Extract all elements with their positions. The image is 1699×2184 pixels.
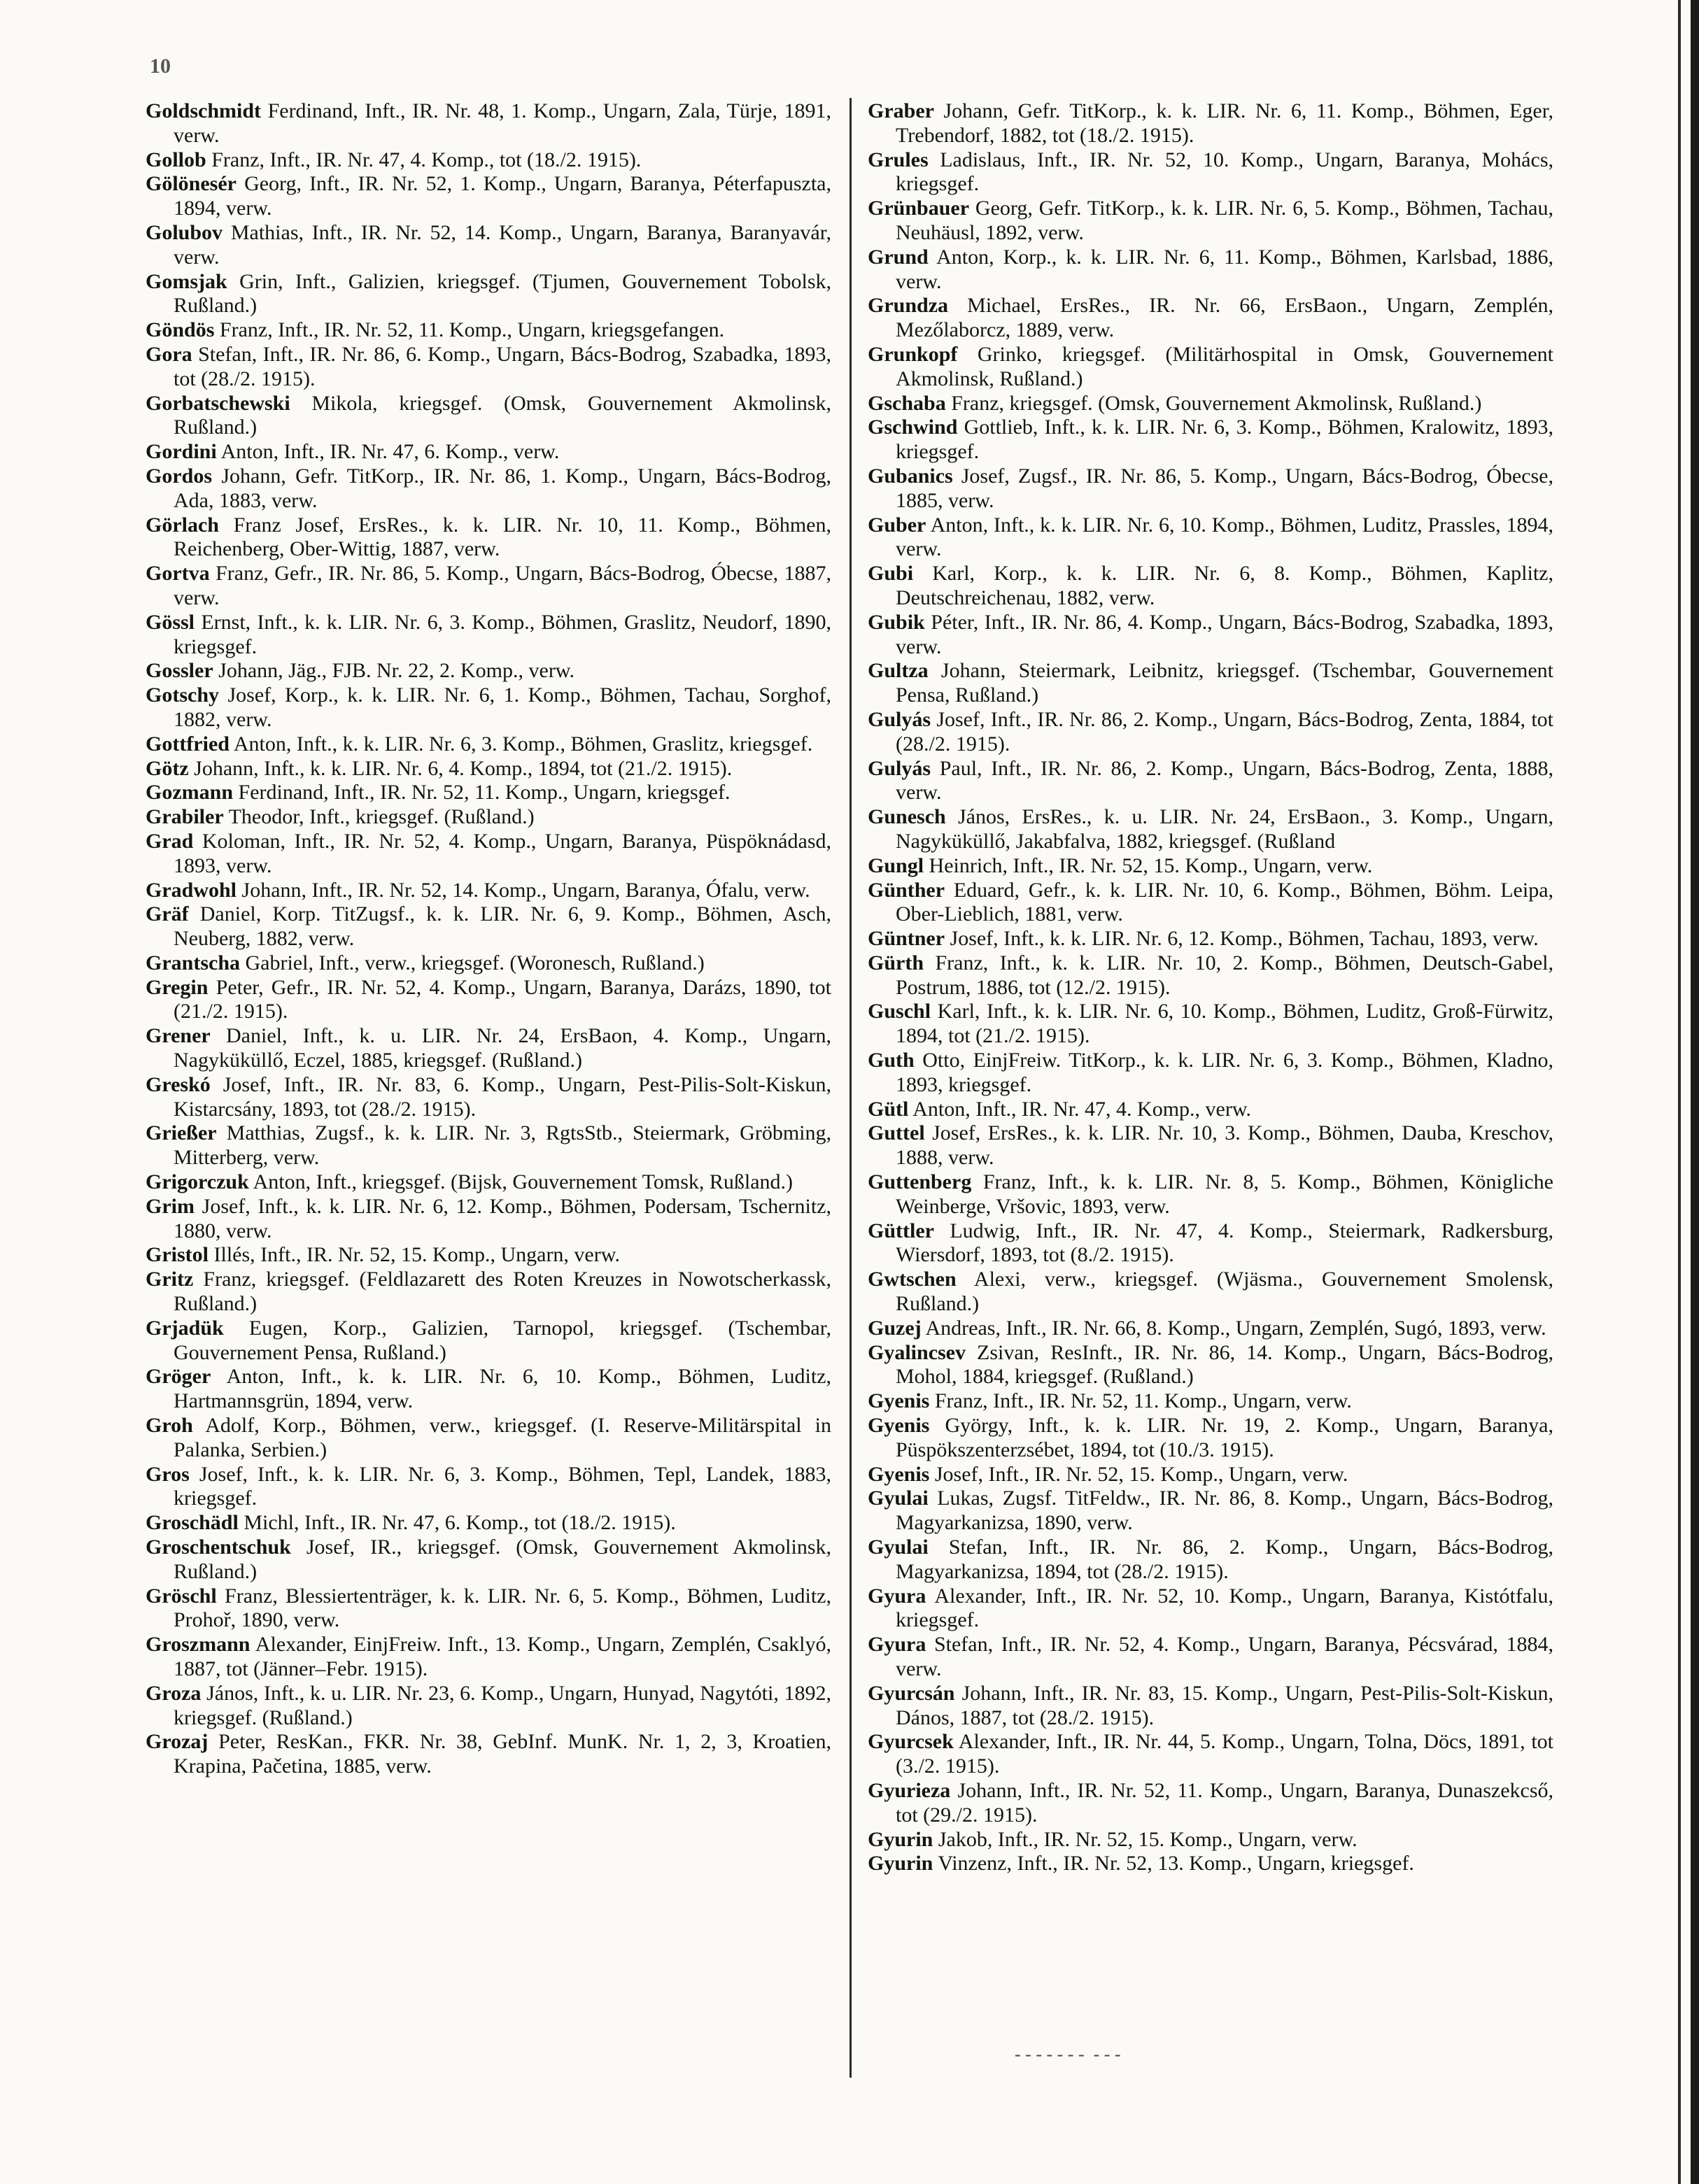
entry-surname: Gyura [868, 1633, 926, 1657]
entry-details: Georg, Inft., IR. Nr. 52, 1. Komp., Ungarn, Baranya, Péterfapuszta, 1894, verw. [174, 172, 831, 220]
entry-surname: Gossler [146, 659, 213, 683]
entry-surname: Grund [868, 245, 929, 269]
left-column [146, 99, 831, 1779]
footer-ornament: - - - - - - - - - - [1015, 2044, 1121, 2064]
entry-details: Franz Josef, ErsRes., k. k. LIR. Nr. 10, 11. Komp., Böhmen, Reichenberg, Ober-Wittig, 1887, verw. [174, 513, 831, 561]
entry-surname: Gulyás [868, 756, 931, 780]
entry-surname: Graber [868, 99, 934, 122]
entry-surname: Guzej [868, 1316, 922, 1340]
roster-entry [146, 318, 831, 343]
entry-details: Franz, Inft., IR. Nr. 47, 4. Komp., tot (18./2. 1915). [211, 148, 642, 171]
roster-entry [868, 1317, 1553, 1341]
roster-entry [868, 708, 1553, 757]
roster-entry [146, 879, 831, 903]
entry-surname: Gunesch [868, 805, 946, 829]
entry-details: Johann, Gefr. TitKorp., IR. Nr. 86, 1. Komp., Ungarn, Bács-Bodrog, Ada, 1883, verw. [174, 464, 831, 512]
entry-details: Stefan, Inft., IR. Nr. 86, 2. Komp., Ungarn, Bács-Bodrog, Magyarkanizsa, 1894, tot (28./2. 1915). [896, 1536, 1554, 1583]
roster-entry [868, 1121, 1553, 1170]
roster-entry [868, 294, 1553, 343]
roster-entry [868, 1414, 1553, 1463]
roster-entry [868, 1389, 1553, 1414]
entry-surname: Gütl [868, 1097, 909, 1121]
roster-entry [146, 659, 831, 683]
roster-entry [868, 757, 1553, 806]
entry-surname: Grunkopf [868, 342, 958, 366]
entry-surname: Gyalincsev [868, 1340, 966, 1364]
scan-edge [1691, 0, 1699, 2184]
entry-surname: Gyurcsán [868, 1681, 955, 1705]
roster-entry [146, 1584, 831, 1633]
entry-details: Koloman, Inft., IR. Nr. 52, 4. Komp., Ungarn, Baranya, Püspöknádasd, 1893, verw. [174, 829, 831, 877]
entry-details: Michael, ErsRes., IR. Nr. 66, ErsBaon., Ungarn, Zemplén, Mezőlaborcz, 1889, verw. [896, 294, 1554, 342]
roster-entry [146, 465, 831, 513]
entry-details: Josef, Korp., k. k. LIR. Nr. 6, 1. Komp., Böhmen, Tachau, Sorghof, 1882, verw. [174, 683, 831, 731]
entry-details: Stefan, Inft., IR. Nr. 52, 4. Komp., Ungarn, Baranya, Pécsvárad, 1884, verw. [896, 1633, 1554, 1680]
roster-entry [868, 927, 1553, 951]
entry-surname: Gyurcsek [868, 1730, 954, 1754]
entry-details: Franz, kriegsgef. (Omsk, Gouvernement Akmolinsk, Rußland.) [951, 391, 1482, 415]
roster-entry [146, 562, 831, 611]
roster-entry [146, 1195, 831, 1244]
entry-details: Matthias, Zugsf., k. k. LIR. Nr. 3, RgtsStb., Steiermark, Gröbming, Mitterberg, verw. [174, 1121, 832, 1170]
entry-details: Ferdinand, Inft., IR. Nr. 52, 11. Komp., Ungarn, kriegsgef. [238, 781, 731, 804]
entry-details: Illés, Inft., IR. Nr. 52, 15. Komp., Ungarn, verw. [213, 1243, 620, 1267]
roster-entry [868, 1828, 1553, 1852]
scan-edge-line [1678, 0, 1681, 2184]
entry-surname: Groza [146, 1681, 202, 1705]
entry-details: Ferdinand, Inft., IR. Nr. 48, 1. Komp., Ungarn, Zala, Türje, 1891, verw. [174, 99, 831, 147]
roster-entry [146, 1317, 831, 1366]
roster-entry [868, 1779, 1553, 1828]
entry-surname: Gorbatschewski [146, 391, 290, 415]
entry-details: Péter, Inft., IR. Nr. 86, 4. Komp., Ungarn, Bács-Bodrog, Szabadka, 1893, verw. [896, 610, 1553, 658]
roster-entry [868, 1487, 1553, 1536]
entry-surname: Gortva [146, 562, 210, 586]
entry-surname: Gössl [146, 610, 195, 634]
roster-entry [146, 1024, 831, 1073]
entry-surname: Gottfried [146, 732, 230, 756]
roster-entry [868, 951, 1553, 1000]
entry-details: Anton, Inft., kriegsgef. (Bijsk, Gouvernement Tomsk, Rußland.) [253, 1170, 794, 1194]
entry-details: Johann, Inft., k. k. LIR. Nr. 6, 4. Komp., 1894, tot (21./2. 1915). [194, 756, 733, 780]
roster-entry [868, 1633, 1553, 1682]
entry-details: Jakob, Inft., IR. Nr. 52, 15. Komp., Ungarn, verw. [938, 1827, 1358, 1851]
entry-details: Alexander, EinjFreiw. Inft., 13. Komp., Ungarn, Zemplén, Csaklyó, 1887, tot (Jänner–Febr. 1915). [174, 1633, 831, 1680]
roster-entry [868, 1170, 1553, 1219]
entry-details: Franz, Blessiertenträger, k. k. LIR. Nr. 6, 5. Komp., Böhmen, Luditz, Prohoř, 1890, verw. [174, 1584, 832, 1632]
entry-details: Anton, Inft., k. k. LIR. Nr. 6, 3. Komp., Böhmen, Graslitz, kriegsgef. [233, 732, 813, 756]
entry-surname: Gordini [146, 440, 217, 464]
entry-surname: Goldschmidt [146, 99, 262, 122]
entry-details: Anton, Korp., k. k. LIR. Nr. 6, 11. Komp., Böhmen, Karlsbad, 1886, verw. [896, 245, 1553, 293]
entry-surname: Grjadük [146, 1316, 224, 1340]
roster-entry [868, 416, 1553, 465]
entry-details: Grinko, kriegsgef. (Militärhospital in Omsk, Gouvernement Akmolinsk, Rußland.) [896, 342, 1553, 390]
roster-entry [146, 343, 831, 392]
entry-surname: Grünbauer [868, 197, 970, 220]
entry-surname: Görlach [146, 513, 219, 537]
entry-details: Stefan, Inft., IR. Nr. 86, 6. Komp., Ungarn, Bács-Bodrog, Szabadka, 1893, tot (28./2. 1915). [174, 342, 832, 390]
entry-details: Vinzenz, Inft., IR. Nr. 52, 13. Komp., Ungarn, kriegsgef. [938, 1852, 1414, 1875]
roster-entry [146, 611, 831, 660]
entry-details: Johann, Gefr. TitKorp., k. k. LIR. Nr. 6, 11. Komp., Böhmen, Eger, Trebendorf, 1882, tot (18./2. 1915). [896, 99, 1553, 147]
roster-entry [146, 976, 831, 1025]
roster-entry [146, 1170, 831, 1195]
entry-surname: Gritz [146, 1268, 194, 1291]
entry-surname: Gotschy [146, 683, 219, 707]
roster-entry [868, 1730, 1553, 1779]
entry-surname: Gulyás [868, 707, 931, 731]
entry-details: János, ErsRes., k. u. LIR. Nr. 24, ErsBaon., 3. Komp., Ungarn, Nagyküküllő, Jakabfalva, 1882, kriegsgef. (Rußland [896, 805, 1553, 853]
entry-surname: Gultza [868, 659, 929, 683]
roster-entry [146, 830, 831, 879]
entry-surname: Gubi [868, 562, 914, 586]
entry-details: Josef, Zugsf., IR. Nr. 86, 5. Komp., Ungarn, Bács-Bodrog, Óbecse, 1885, verw. [896, 464, 1553, 512]
roster-entry [868, 1463, 1553, 1487]
roster-entry [146, 1073, 831, 1122]
roster-entry [868, 1584, 1553, 1633]
entry-details: Otto, EinjFreiw. TitKorp., k. k. LIR. Nr. 6, 3. Komp., Böhmen, Kladno, 1893, kriegsgef. [896, 1049, 1553, 1096]
entry-details: Josef, Inft., IR. Nr. 86, 2. Komp., Ungarn, Bács-Bodrog, Zenta, 1884, tot (28./2. 1915). [896, 707, 1553, 756]
entry-details: Alexander, Inft., IR. Nr. 52, 10. Komp., Ungarn, Baranya, Kistótfalu, kriegsgef. [896, 1584, 1553, 1632]
entry-details: Michl, Inft., IR. Nr. 47, 6. Komp., tot (18./2. 1915). [244, 1511, 676, 1535]
entry-surname: Gregin [146, 975, 209, 999]
entry-surname: Gomsjak [146, 269, 227, 293]
entry-surname: Gölönesér [146, 172, 237, 196]
entry-details: Alexander, Inft., IR. Nr. 44, 5. Komp., Ungarn, Tolna, Döcs, 1891, tot (3./2. 1915). [896, 1730, 1553, 1778]
entry-surname: Gschaba [868, 391, 946, 415]
roster-entry [146, 1633, 831, 1682]
roster-entry [146, 1682, 831, 1731]
entry-surname: Gozmann [146, 781, 234, 804]
entry-details: Ludwig, Inft., IR. Nr. 47, 4. Komp., Steiermark, Radkersburg, Wiersdorf, 1893, tot (8./2. 1915). [896, 1219, 1553, 1267]
entry-surname: Greskó [146, 1072, 211, 1096]
roster-entry [146, 270, 831, 319]
roster-entry [868, 805, 1553, 854]
roster-entry [868, 1682, 1553, 1731]
entry-details: János, Inft., k. u. LIR. Nr. 23, 6. Komp., Ungarn, Hunyad, Nagytóti, 1892, kriegsgef. (Rußland.) [174, 1681, 832, 1729]
entry-details: Franz, Gefr., IR. Nr. 86, 5. Komp., Ungarn, Bács-Bodrog, Óbecse, 1887, verw. [174, 562, 831, 609]
entry-surname: Golubov [146, 220, 223, 244]
roster-entry [146, 1121, 831, 1170]
roster-entry [146, 1730, 831, 1779]
entry-surname: Gora [146, 342, 192, 366]
roster-entry [868, 1049, 1553, 1098]
entry-surname: Gräf [146, 902, 189, 926]
entry-surname: Götz [146, 756, 189, 780]
roster-entry [868, 148, 1553, 197]
roster-entry [146, 1365, 831, 1414]
entry-details: Lukas, Zugsf. TitFeldw., IR. Nr. 86, 8. Komp., Ungarn, Bács-Bodrog, Magyarkanizsa, 1890, verw. [896, 1487, 1553, 1535]
roster-entry [146, 148, 831, 173]
entry-surname: Gubanics [868, 464, 953, 488]
roster-entry [868, 1852, 1553, 1876]
entry-surname: Gradwohl [146, 878, 237, 902]
entry-surname: Gyura [868, 1584, 926, 1608]
entry-details: Anton, Inft., k. k. LIR. Nr. 6, 10. Komp., Böhmen, Luditz, Hartmannsgrün, 1894, verw. [174, 1365, 831, 1413]
entry-details: Peter, Gefr., IR. Nr. 52, 4. Komp., Ungarn, Baranya, Darázs, 1890, tot (21./2. 1915). [174, 975, 831, 1023]
roster-entry [868, 197, 1553, 246]
entry-surname: Gubik [868, 610, 925, 634]
entry-surname: Grim [146, 1194, 195, 1218]
entry-details: Eugen, Korp., Galizien, Tarnopol, kriegsgef. (Tschembar, Gouvernement Pensa, Rußland.) [174, 1316, 832, 1364]
roster-entry [146, 902, 831, 951]
entry-details: Mathias, Inft., IR. Nr. 52, 14. Komp., Ungarn, Baranya, Baranyavár, verw. [174, 220, 832, 269]
entry-surname: Groh [146, 1414, 193, 1438]
entry-details: Heinrich, Inft., IR. Nr. 52, 15. Komp., Ungarn, verw. [929, 853, 1373, 877]
entry-details: Ladislaus, Inft., IR. Nr. 52, 10. Komp., Ungarn, Baranya, Mohács, kriegsgef. [896, 148, 1553, 196]
entry-surname: Guttel [868, 1121, 925, 1145]
entry-surname: Gyulai [868, 1536, 929, 1559]
entry-surname: Gyenis [868, 1414, 930, 1438]
roster-entry [146, 805, 831, 830]
entry-details: Alexi, verw., kriegsgef. (Wjäsma., Gouvernement Smolensk, Rußland.) [896, 1268, 1553, 1316]
entry-details: Gabriel, Inft., verw., kriegsgef. (Woronesch, Rußland.) [245, 951, 705, 974]
entry-surname: Gschwind [868, 416, 958, 439]
roster-entry [146, 1511, 831, 1536]
entry-details: Franz, Inft., IR. Nr. 52, 11. Komp., Ungarn, kriegsgefangen. [219, 318, 725, 342]
entry-details: Josef, Inft., IR. Nr. 83, 6. Komp., Ungarn, Pest-Pilis-Solt-Kiskun, Kistarcsány, 1893, tot (28./2. 1915). [174, 1072, 831, 1121]
roster-entry [868, 99, 1553, 148]
entry-details: Johann, Inft., IR. Nr. 52, 14. Komp., Ungarn, Baranya, Ófalu, verw. [241, 878, 810, 902]
entry-details: Josef, IR., kriegsgef. (Omsk, Gouvernement Akmolinsk, Rußland.) [174, 1536, 831, 1583]
roster-entry [146, 99, 831, 148]
entry-details: Karl, Korp., k. k. LIR. Nr. 6, 8. Komp., Böhmen, Kaplitz, Deutschreichenau, 1882, verw. [896, 562, 1553, 609]
entry-details: Ernst, Inft., k. k. LIR. Nr. 6, 3. Komp., Böhmen, Graslitz, Neudorf, 1890, kriegsgef. [174, 610, 832, 658]
entry-details: Franz, kriegsgef. (Feldlazarett des Roten Kreuzes in Nowotscherkassk, Rußland.) [174, 1268, 831, 1316]
entry-surname: Grießer [146, 1121, 217, 1145]
entry-details: Andreas, Inft., IR. Nr. 66, 8. Komp., Ungarn, Zemplén, Sugó, 1893, verw. [925, 1316, 1546, 1340]
entry-details: Josef, Inft., IR. Nr. 52, 15. Komp., Ungarn, verw. [934, 1462, 1348, 1486]
entry-details: Theodor, Inft., kriegsgef. (Rußland.) [228, 805, 535, 829]
entry-surname: Grigorczuk [146, 1170, 249, 1194]
entry-details: Peter, ResKan., FKR. Nr. 38, GebInf. MunK. Nr. 1, 2, 3, Kroatien, Krapina, Pačetina, 1885, verw. [174, 1730, 831, 1778]
entry-surname: Gungl [868, 853, 924, 877]
roster-entry [868, 659, 1553, 708]
entry-details: Josef, Inft., k. k. LIR. Nr. 6, 12. Komp., Böhmen, Podersam, Tschernitz, 1880, verw. [174, 1194, 832, 1242]
roster-entry [146, 757, 831, 781]
roster-entry [868, 246, 1553, 295]
entry-surname: Gyulai [868, 1487, 929, 1510]
roster-entry [868, 879, 1553, 928]
roster-entry [868, 1219, 1553, 1268]
roster-entry [146, 1536, 831, 1584]
roster-entry [868, 1000, 1553, 1049]
entry-details: Anton, Inft., IR. Nr. 47, 6. Komp., verw. [220, 440, 560, 464]
entry-details: Johann, Steiermark, Leibnitz, kriegsgef. (Tschembar, Gouvernement Pensa, Rußland.) [896, 659, 1553, 707]
right-column [868, 99, 1553, 1876]
entry-details: Josef, Inft., k. k. LIR. Nr. 6, 12. Komp., Böhmen, Tachau, 1893, verw. [950, 927, 1539, 951]
roster-entry [146, 392, 831, 441]
entry-surname: Gyurieza [868, 1778, 951, 1802]
roster-entry [868, 854, 1553, 879]
roster-entry [868, 343, 1553, 392]
entry-details: Franz, Inft., k. k. LIR. Nr. 10, 2. Komp., Böhmen, Deutsch-Gabel, Postrum, 1886, tot (12./2. 1915). [896, 951, 1553, 999]
entry-surname: Gyurin [868, 1852, 933, 1875]
entry-surname: Guschl [868, 1000, 931, 1023]
entry-details: Daniel, Inft., k. u. LIR. Nr. 24, ErsBaon, 4. Komp., Ungarn, Nagyküküllő, Eczel, 1885, kriegsgef. (Rußland.) [174, 1024, 831, 1072]
entry-surname: Gristol [146, 1243, 209, 1267]
roster-entry [868, 611, 1553, 660]
entry-details: Adolf, Korp., Böhmen, verw., kriegsgef. (I. Reserve-Militärspital in Palanka, Serbien.) [174, 1414, 831, 1461]
roster-entry [146, 781, 831, 805]
roster-entry [868, 1098, 1553, 1122]
entry-surname: Grener [146, 1024, 211, 1048]
entry-surname: Gollob [146, 148, 206, 171]
entry-surname: Göndös [146, 318, 215, 342]
roster-entry [868, 1341, 1553, 1390]
roster-entry [868, 1268, 1553, 1317]
roster-entry [146, 172, 831, 221]
roster-entry [146, 732, 831, 757]
entry-surname: Guber [868, 513, 926, 537]
entry-surname: Groschentschuk [146, 1536, 291, 1559]
entry-surname: Grules [868, 148, 929, 171]
roster-entry [146, 683, 831, 732]
roster-entry [868, 1536, 1553, 1584]
entry-surname: Güttler [868, 1219, 934, 1242]
roster-entry [146, 1268, 831, 1317]
entry-surname: Grabiler [146, 805, 224, 829]
entry-surname: Gyenis [868, 1462, 930, 1486]
entry-surname: Grozaj [146, 1730, 209, 1754]
entry-surname: Gürth [868, 951, 924, 974]
entry-surname: Günther [868, 878, 945, 902]
entry-details: Franz, Inft., IR. Nr. 52, 11. Komp., Ungarn, verw. [934, 1389, 1352, 1413]
entry-surname: Groszmann [146, 1633, 251, 1657]
entry-details: Georg, Gefr. TitKorp., k. k. LIR. Nr. 6, 5. Komp., Böhmen, Tachau, Neuhäusl, 1892, verw. [896, 197, 1553, 244]
entry-surname: Güntner [868, 927, 945, 951]
column-divider [850, 98, 852, 2078]
entry-details: Franz, Inft., k. k. LIR. Nr. 8, 5. Komp., Böhmen, Königliche Weinberge, Vršovic, 1893, verw. [896, 1170, 1553, 1218]
entry-surname: Groschädl [146, 1511, 239, 1535]
entry-details: Josef, ErsRes., k. k. LIR. Nr. 10, 3. Komp., Böhmen, Dauba, Kreschov, 1888, verw. [896, 1121, 1553, 1170]
roster-entry [146, 513, 831, 562]
roster-entry [146, 440, 831, 465]
entry-surname: Gyurin [868, 1827, 933, 1851]
entry-surname: Grad [146, 829, 194, 853]
entry-details: Grin, Inft., Galizien, kriegsgef. (Tjumen, Gouvernement Tobolsk, Rußland.) [174, 269, 831, 318]
roster-entry [146, 1243, 831, 1268]
roster-entry [868, 465, 1553, 513]
roster-entry [146, 221, 831, 270]
entry-details: Gottlieb, Inft., k. k. LIR. Nr. 6, 3. Komp., Böhmen, Kralowitz, 1893, kriegsgef. [896, 416, 1554, 464]
entry-details: Johann, Jäg., FJB. Nr. 22, 2. Komp., verw. [218, 659, 575, 683]
roster-entry [146, 1414, 831, 1463]
entry-details: György, Inft., k. k. LIR. Nr. 19, 2. Komp., Ungarn, Baranya, Püspökszenterzsébet, 1894, tot (10./3. 1915). [896, 1414, 1554, 1461]
entry-surname: Gordos [146, 464, 213, 488]
entry-surname: Gros [146, 1462, 190, 1486]
entry-surname: Gwtschen [868, 1268, 957, 1291]
roster-entry [868, 392, 1553, 416]
entry-details: Mikola, kriegsgef. (Omsk, Gouvernement Akmolinsk, Rußland.) [174, 391, 831, 439]
entry-surname: Gröschl [146, 1584, 217, 1608]
entry-surname: Guth [868, 1049, 915, 1072]
entry-details: Johann, Inft., IR. Nr. 83, 15. Komp., Ungarn, Pest-Pilis-Solt-Kiskun, Dános, 1887, tot (28./2. 1915). [896, 1681, 1553, 1729]
roster-entry [868, 562, 1553, 611]
entry-details: Zsivan, ResInft., IR. Nr. 86, 14. Komp., Ungarn, Bács-Bodrog, Mohol, 1884, kriegsgef. (Rußland.) [896, 1340, 1553, 1389]
entry-details: Johann, Inft., IR. Nr. 52, 11. Komp., Ungarn, Baranya, Dunaszekcső, tot (29./2. 1915). [896, 1778, 1554, 1827]
entry-surname: Gyenis [868, 1389, 930, 1413]
roster-entry [868, 513, 1553, 562]
entry-details: Paul, Inft., IR. Nr. 86, 2. Komp., Ungarn, Bács-Bodrog, Zenta, 1888, verw. [896, 756, 1554, 804]
roster-entry [146, 951, 831, 976]
entry-details: Anton, Inft., IR. Nr. 47, 4. Komp., verw. [912, 1097, 1252, 1121]
entry-details: Karl, Inft., k. k. LIR. Nr. 6, 10. Komp., Böhmen, Luditz, Groß-Fürwitz, 1894, tot (21./2. 1915). [896, 1000, 1554, 1048]
entry-details: Josef, Inft., k. k. LIR. Nr. 6, 3. Komp., Böhmen, Tepl, Landek, 1883, kriegsgef. [174, 1462, 831, 1510]
entry-surname: Guttenberg [868, 1170, 972, 1194]
entry-surname: Grundza [868, 294, 949, 318]
entry-details: Anton, Inft., k. k. LIR. Nr. 6, 10. Komp., Böhmen, Luditz, Prassles, 1894, verw. [896, 513, 1553, 561]
entry-details: Eduard, Gefr., k. k. LIR. Nr. 10, 6. Komp., Böhmen, Böhm. Leipa, Ober-Lieblich, 1881, verw. [896, 878, 1554, 926]
page-number: 10 [150, 55, 171, 78]
entry-surname: Gröger [146, 1365, 211, 1389]
entry-surname: Grantscha [146, 951, 240, 974]
entry-details: Daniel, Korp. TitZugsf., k. k. LIR. Nr. 6, 9. Komp., Böhmen, Asch, Neuberg, 1882, verw. [174, 902, 832, 951]
roster-entry [146, 1463, 831, 1512]
